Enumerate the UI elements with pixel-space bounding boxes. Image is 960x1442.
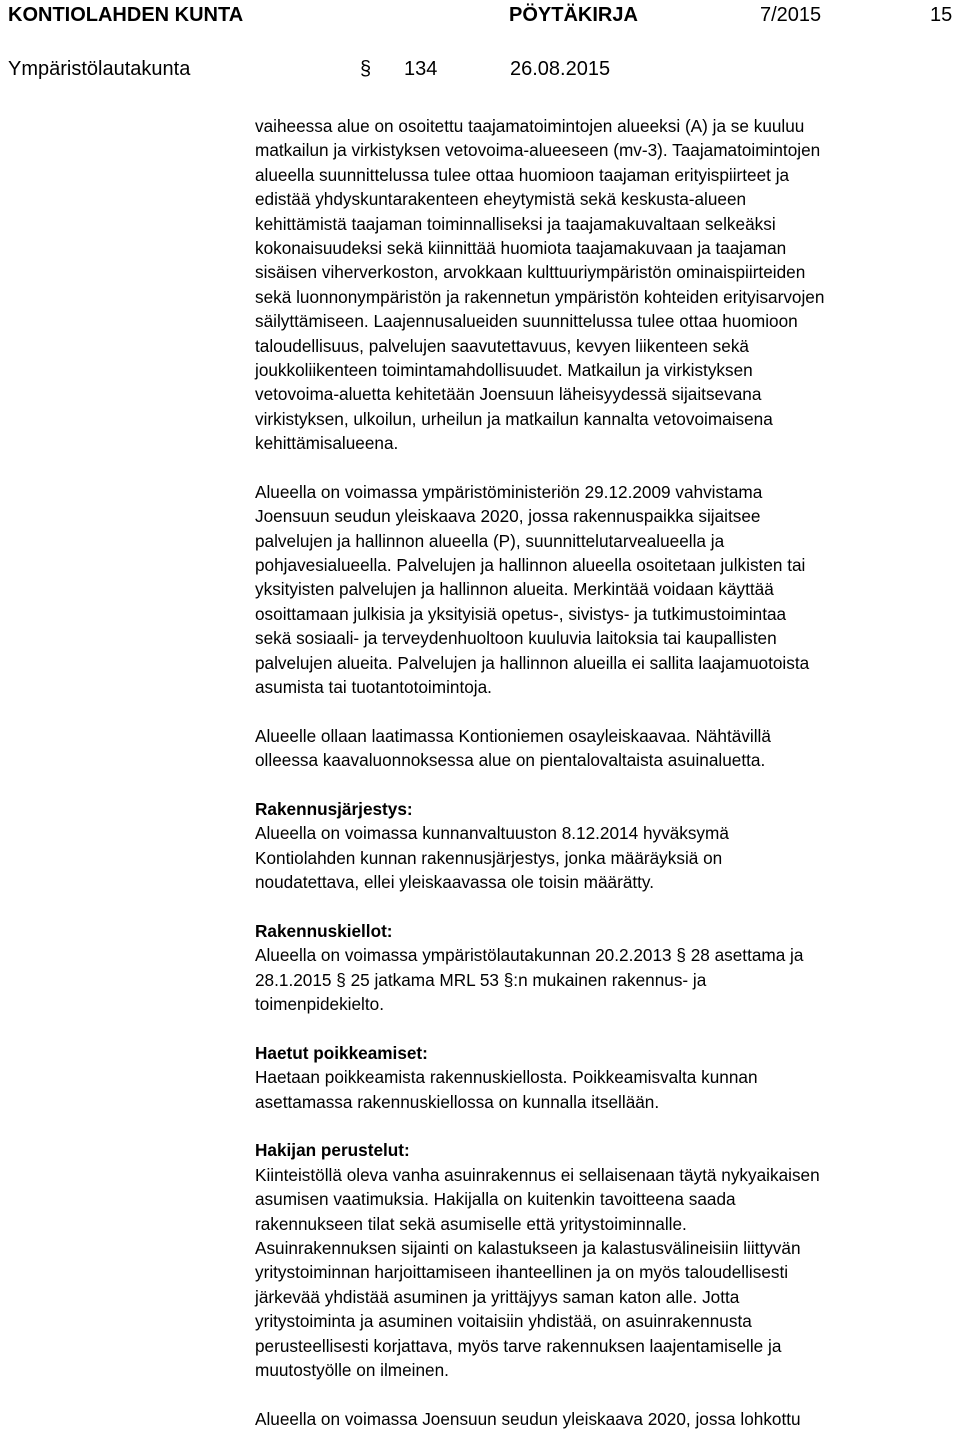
text-line: osoittamaan julkisia ja yksityisiä opetus-, sivistys- ja tutkimustoimintaa [255,603,787,624]
text-line: järkevää yhdistää asuminen ja yrittäjyys saman katon alle. Jotta [255,1286,740,1307]
text-line: asumista tai tuotantotoimintoja. [255,676,492,697]
text-line: Joensuun seudun yleiskaava 2020, jossa rakennuspaikka sijaitsee [255,506,761,527]
text-line: olleessa kaavaluonnoksessa alue on pientalovaltaista asuinaluetta. [255,750,766,771]
text-line: asumisen vaatimuksia. Hakijalla on kuitenkin tavoitteena saada [255,1189,736,1210]
paragraph-gap [255,773,955,797]
text-line: Asuinrakennuksen sijainti on kalastukseen ja kalastusvälineisiin liittyvän [255,1237,801,1258]
text-line: kehittämistä taajaman toiminnalliseksi ja taajamakuvaltaan selkeäksi [255,213,776,234]
section-heading: Haetut poikkeamiset: [255,1042,428,1063]
text-line: vaiheessa alue on osoitettu taajamatoimintojen alueeksi (A) ja se kuuluu [255,116,805,136]
paragraph [255,480,955,700]
text-line: Alueelle ollaan laatimassa Kontioniemen osayleiskaavaa. Nähtävillä [255,725,771,746]
text-line: Kiinteistöllä oleva vanha asuinrakennus ei sellaisenaan täytä nykyaikaisen [255,1164,820,1185]
paragraph [255,114,955,455]
paragraph [255,724,955,773]
section-block [255,1041,955,1114]
organization-name: KONTIOLAHDEN KUNTA [8,4,244,26]
paragraph-gap [255,1114,955,1138]
section-block [255,1138,955,1382]
paragraph-gap [255,699,955,723]
text-line: edistää yhdyskuntarakenteen eheytymistä sekä keskusta-alueen [255,189,747,210]
text-line: sisäisen viherverkoston, arvokkaan kulttuuriympäristön ominaispiirteiden [255,262,806,283]
text-line: Alueella on voimassa ympäristölautakunnan 20.2.2013 § 28 asettama ja [255,945,804,966]
text-line: palvelujen alueita. Palvelujen ja hallinnon alueilla ei sallita laajamuotoista [255,652,810,673]
issue-number: 7/2015 [760,4,822,26]
meeting-date: 26.08.2015 [510,58,611,80]
text-line: alueella suunnittelussa tulee ottaa huomioon taajaman erityispiirteet ja [255,164,790,185]
text-line: rakennukseen tilat sekä asumiselle että yritystoiminnalle. [255,1213,687,1234]
paragraph [255,1407,955,1431]
text-line: kehittämisalueena. [255,433,399,454]
text-line: joukkoliikenteen toimintamahdollisuudet. Matkailun ja virkistyksen [255,359,753,380]
paragraph-gap [255,895,955,919]
text-line: pohjavesialueella. Palvelujen ja hallinnon alueella osoitetaan julkisten tai [255,555,806,576]
text-line: yksityisten palvelujen ja hallinnon alueita. Merkintää voidaan käyttää [255,579,774,600]
section-block [255,919,955,1017]
text-line: sekä luonnonympäristön ja rakennetun ympäristön kohteiden erityisarvojen [255,286,825,307]
paragraph-gap [255,1016,955,1040]
text-line: kokonaisuudeksi sekä kiinnittää huomiota taajamakuvaan ja taajaman [255,237,787,258]
text-line: muutostyölle on ilmeinen. [255,1359,449,1380]
text-line: säilyttämiseen. Laajennusalueiden suunnittelussa tulee ottaa huomioon [255,311,798,332]
paragraph-gap [255,1382,955,1406]
text-line: taloudellisuus, palvelujen saavutettavuus, kevyen liikenteen sekä [255,335,749,356]
text-line: 28.1.2015 § 25 jatkama MRL 53 §:n mukainen rakennus- ja [255,969,707,990]
document-body [255,114,955,1431]
text-line: vetovoima-aluetta kehitetään Joensuun läheisyydessä sijaitsevana [255,384,762,405]
text-line: sekä sosiaali- ja terveydenhuoltoon kuuluvia laitoksia tai kaupallisten [255,628,777,649]
section-symbol: § [360,58,372,80]
text-line: Alueella on voimassa Joensuun seudun yleiskaava 2020, jossa lohkottu [255,1408,801,1429]
section-number: 134 [404,58,438,80]
text-line: yritystoiminnan harjoittamiseen ihanteellinen ja on myös taloudellisesti [255,1262,789,1283]
text-line: yritystoiminta ja asuminen voitaisiin yhdistää, on asuinrakennusta [255,1311,752,1332]
text-line: toimenpidekielto. [255,994,384,1015]
text-line: asettamassa rakennuskiellossa on kunnalla itsellään. [255,1091,660,1112]
text-line: Alueella on voimassa ympäristöministeriön 29.12.2009 vahvistama [255,481,763,502]
text-line: Alueella on voimassa kunnanvaltuuston 8.12.2014 hyväksymä [255,823,729,844]
text-line: noudatettava, ellei yleiskaavassa ole toisin määrätty. [255,872,655,893]
text-line: perusteellisesti korjattava, myös tarve rakennuksen laajentamiselle ja [255,1335,782,1356]
section-heading: Hakijan perustelut: [255,1140,410,1161]
section-block [255,797,955,895]
page-number: 15 [930,4,953,26]
text-line: matkailun ja virkistyksen vetovoima-alueeseen (mv-3). Taajamatoimintojen [255,140,821,161]
paragraph-gap [255,455,955,479]
text-line: virkistyksen, ulkoilun, urheilun ja matkailun kannalta vetovoimaisena [255,408,773,429]
text-line: palvelujen ja hallinnon alueella (P), suunnittelutarvealueella ja [255,530,725,551]
text-line: Kontiolahden kunnan rakennusjärjestys, jonka määräyksiä on [255,847,723,868]
section-heading: Rakennusjärjestys: [255,798,413,819]
document-type: PÖYTÄKIRJA [509,4,638,26]
text-line: Haetaan poikkeamista rakennuskiellosta. Poikkeamisvalta kunnan [255,1067,758,1088]
section-heading: Rakennuskiellot: [255,920,393,941]
committee-name: Ympäristölautakunta [8,58,191,80]
